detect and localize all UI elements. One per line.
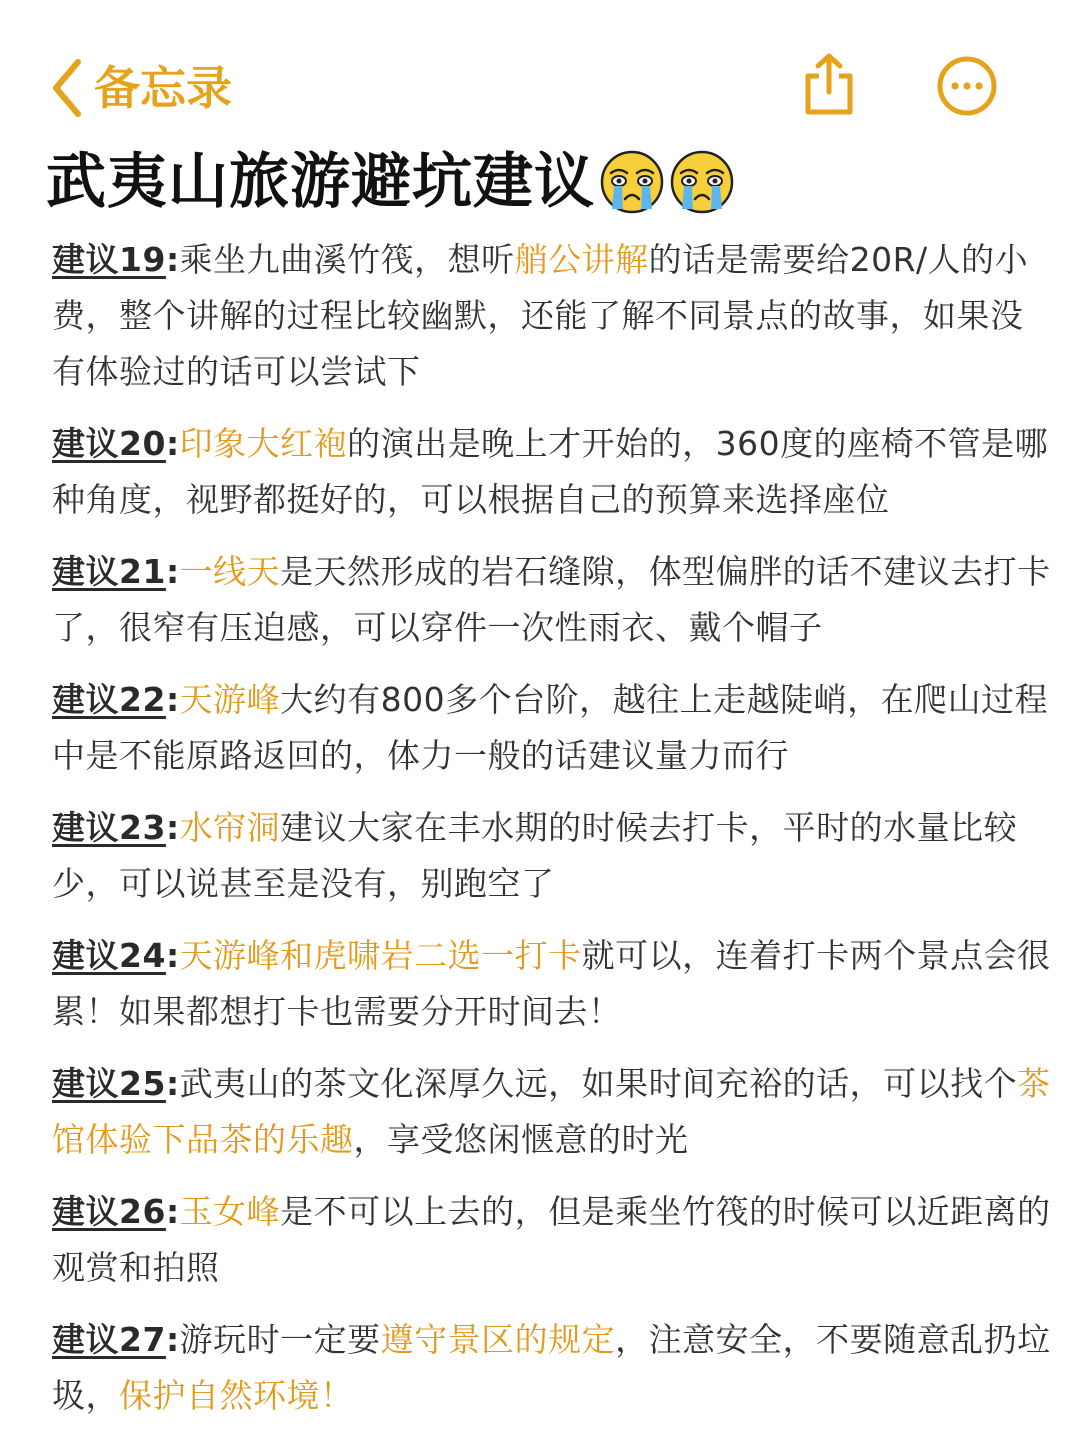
highlighted-text: 茶馆体验下品茶的乐趣	[52, 1064, 1051, 1159]
crying-face-icon	[669, 149, 735, 215]
tip-colon: :	[165, 680, 180, 719]
note-title	[46, 140, 735, 224]
tip-paragraph	[52, 1056, 1052, 1168]
tip-paragraph	[52, 232, 1052, 400]
tip-paragraph	[52, 1312, 1052, 1424]
tip-text: 是天然形成的岩石缝隙，体型偏胖的话不建议去打卡了，很窄有压迫感，可以穿件一次性雨衣、戴个帽子	[52, 552, 1051, 647]
highlighted-text: 玉女峰	[179, 1192, 281, 1231]
back-button[interactable]	[50, 56, 232, 120]
tip-text: 是不可以上去的，但是乘坐竹筏的时候可以近距离的观赏和拍照	[52, 1192, 1051, 1287]
tip-label: 建议21	[52, 552, 166, 591]
tip-label: 建议27	[52, 1320, 166, 1359]
tip-colon: :	[165, 1320, 180, 1359]
tip-text: 乘坐九曲溪竹筏，想听	[179, 240, 515, 279]
tip-label: 建议24	[52, 936, 166, 975]
tip-label: 建议23	[52, 808, 166, 847]
more-options-button[interactable]	[936, 55, 998, 117]
share-icon	[800, 52, 858, 118]
tip-colon: :	[165, 936, 180, 975]
tip-label: 建议19	[52, 240, 166, 279]
tip-text: 的演出是晚上才开始的，360度的座椅不管是哪种角度，视野都挺好的，可以根据自己的预算来选择座位	[52, 424, 1049, 519]
highlighted-text: 印象大红袍	[179, 424, 348, 463]
tip-paragraph	[52, 672, 1052, 784]
back-label: 备忘录	[94, 61, 232, 115]
highlighted-text: 水帘洞	[179, 808, 281, 847]
tip-text: ，享受悠闲惬意的时光	[353, 1120, 689, 1159]
tip-colon: :	[165, 1064, 180, 1103]
tip-paragraph	[52, 1184, 1052, 1296]
tip-colon: :	[165, 552, 180, 591]
highlighted-text: 保护自然环境！	[119, 1376, 354, 1415]
tip-paragraph	[52, 800, 1052, 912]
chevron-left-icon	[50, 58, 84, 118]
tip-label: 建议22	[52, 680, 166, 719]
note-body[interactable]	[52, 232, 1052, 1440]
tip-text: 的话是需要给20R/人的小费，整个讲解的过程比较幽默，还能了解不同景点的故事，如果没有体验过的话可以尝试下	[52, 240, 1029, 391]
tip-text: ，注意安全，不要随意乱扔垃圾，	[52, 1320, 1051, 1415]
tip-colon: :	[165, 424, 180, 463]
note-title-text: 武夷山旅游避坑建议	[46, 147, 595, 217]
highlighted-text: 一线天	[179, 552, 281, 591]
tip-text: 游玩时一定要	[179, 1320, 381, 1359]
tip-text: 武夷山的茶文化深厚久远，如果时间充裕的话，可以找个	[179, 1064, 1018, 1103]
tip-colon: :	[165, 240, 180, 279]
tip-paragraph	[52, 416, 1052, 528]
navigation-bar	[0, 0, 1080, 140]
tip-paragraph	[52, 928, 1052, 1040]
highlighted-text: 遵守景区的规定	[380, 1320, 616, 1359]
highlighted-text: 天游峰	[179, 680, 281, 719]
tip-label: 建议25	[52, 1064, 166, 1103]
tip-colon: :	[165, 808, 180, 847]
tip-text: 建议大家在丰水期的时候去打卡，平时的水量比较少，可以说甚至是没有，别跑空了	[52, 808, 1018, 903]
tip-text: 就可以，连着打卡两个景点会很累！如果都想打卡也需要分开时间去！	[52, 936, 1051, 1031]
share-button[interactable]	[800, 52, 858, 118]
tip-colon: :	[165, 1192, 180, 1231]
tip-label: 建议26	[52, 1192, 166, 1231]
tip-text: 大约有800多个台阶，越往上走越陡峭，在爬山过程中是不能原路返回的，体力一般的话建议量力而行	[52, 680, 1049, 775]
highlighted-text: 天游峰和虎啸岩二选一打卡	[179, 936, 582, 975]
tip-label: 建议20	[52, 424, 166, 463]
crying-face-icon	[599, 149, 665, 215]
more-icon	[936, 55, 998, 117]
tip-paragraph	[52, 544, 1052, 656]
highlighted-text: 艄公讲解	[514, 240, 649, 279]
